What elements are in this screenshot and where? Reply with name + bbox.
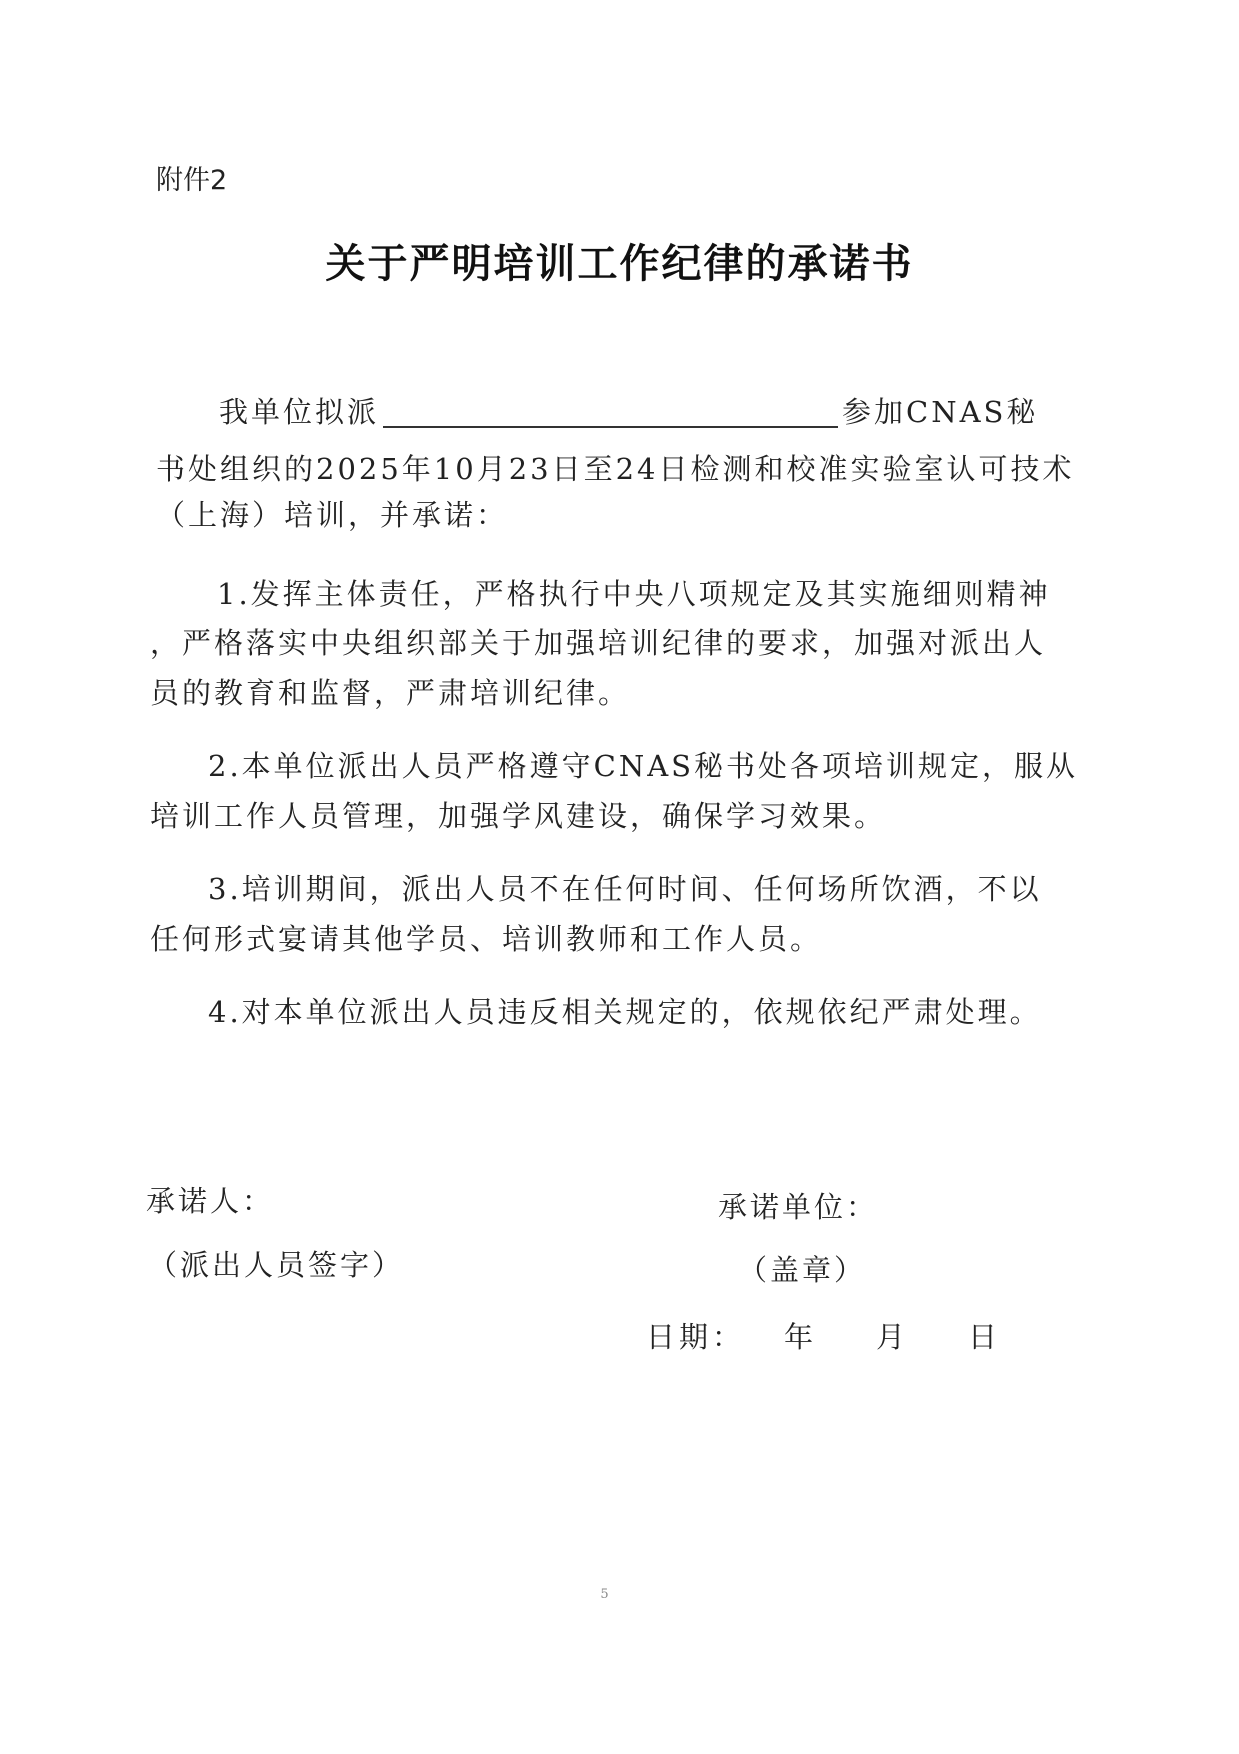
promiser-label: 承诺人： bbox=[146, 1184, 275, 1218]
date-day-placeholder: 日 bbox=[968, 1320, 998, 1354]
item-1-line-2: ，严格落实中央组织部关于加强培训纪律的要求，加强对派出人 bbox=[150, 626, 1047, 660]
intro-line-3: （上海）培训，并承诺： bbox=[156, 498, 509, 532]
item-2-line-1: 2.本单位派出人员严格遵守CNAS秘书处各项培训规定，服从 bbox=[208, 749, 1079, 783]
item-4-line-1: 4.对本单位派出人员违反相关规定的，依规依纪严肃处理。 bbox=[208, 995, 1042, 1029]
item-3-line-2: 任何形式宴请其他学员、培训教师和工作人员。 bbox=[150, 922, 823, 956]
date-month-placeholder: 月 bbox=[876, 1320, 906, 1354]
attachment-label: 附件2 bbox=[156, 165, 228, 196]
intro-suffix: 参加CNAS秘 bbox=[842, 395, 1039, 429]
promiser-signature-note: （派出人员签字） bbox=[148, 1248, 405, 1282]
intro-prefix: 我单位拟派 bbox=[219, 395, 380, 429]
dispatched-person-blank bbox=[383, 396, 838, 428]
intro-line-2: 书处组织的2025年10月23日至24日检测和校准实验室认可技术 bbox=[156, 452, 1075, 486]
date-label: 日期： bbox=[646, 1320, 746, 1354]
item-3-line-1: 3.培训期间，派出人员不在任何时间、任何场所饮酒，不以 bbox=[208, 872, 1042, 906]
date-year-placeholder: 年 bbox=[784, 1320, 814, 1354]
item-1-line-1: 1.发挥主体责任，严格执行中央八项规定及其实施细则精神 bbox=[217, 577, 1051, 611]
page-number: 5 bbox=[600, 1587, 609, 1602]
unit-label: 承诺单位： bbox=[718, 1190, 879, 1224]
unit-seal-note: （盖章） bbox=[738, 1253, 867, 1287]
date-row bbox=[646, 1315, 997, 1356]
document-title: 关于严明培训工作纪律的承诺书 bbox=[325, 240, 914, 287]
item-1-line-3: 员的教育和监督，严肃培训纪律。 bbox=[150, 676, 631, 710]
item-2-line-2: 培训工作人员管理，加强学风建设，确保学习效果。 bbox=[150, 799, 887, 833]
intro-line-1 bbox=[219, 390, 1038, 431]
